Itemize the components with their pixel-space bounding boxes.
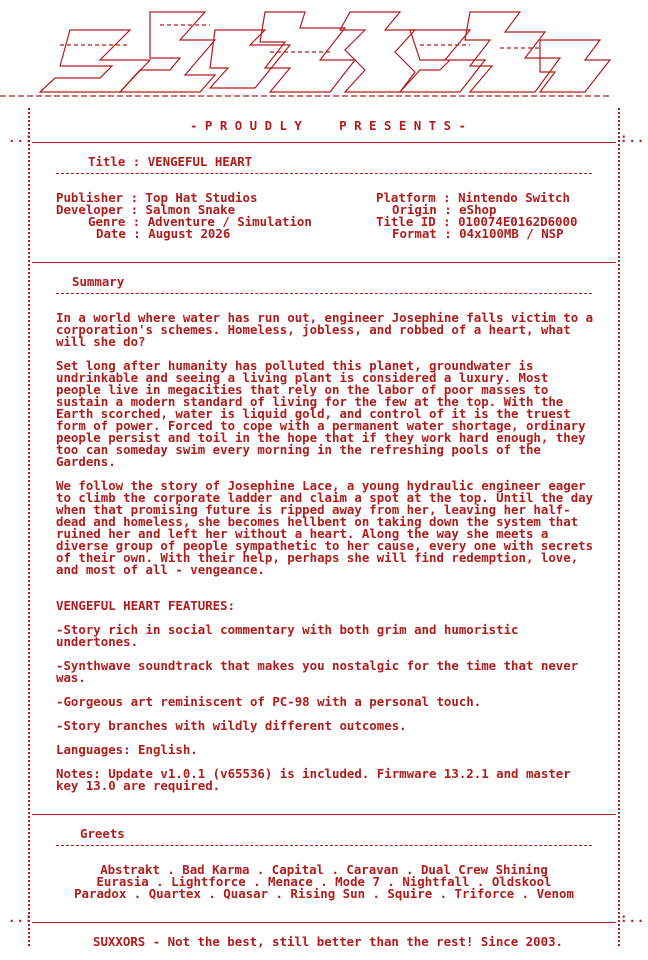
title-row: Title : VENGEFUL HEART: [88, 154, 253, 169]
meta-left-genre: Genre : Adventure / Simulation: [88, 214, 312, 229]
meta-left-developer: Developer : Salmon Snake: [56, 202, 236, 217]
meta-left-publisher: Publisher : Top Hat Studios: [56, 190, 258, 205]
meta-value: Top Hat Studios: [145, 190, 258, 205]
features-heading: VENGEFUL HEART FEATURES:: [56, 598, 236, 613]
title-underline: [56, 173, 592, 174]
divider: [32, 814, 616, 815]
greets-line: Abstrakt . Bad Karma . Capital . Caravan . Dual Crew Shining: [100, 862, 548, 877]
right-corner-dots-bottom: :..: [620, 910, 646, 925]
summary-paragraph-1: In a world where water has run out, engineer Josephine falls victim to a corporation's schemes. Homeless, jobless, and robbed of a heart, what will she do?: [56, 310, 594, 349]
meta-value: August 2026: [148, 226, 231, 241]
feature-item: -Synthwave soundtrack that makes you nostalgic for the time that never was.: [56, 658, 579, 685]
divider: [32, 262, 616, 263]
summary-paragraph-2: Set long after humanity has polluted this planet, groundwater is undrinkable and seeing a living plant is considered a luxury. Most people live in megacities that rely on the labor of poor masses to sustain a modern standard of living for the few at the top. With the Earth scorched, water is liquid gold, and control of it is the truest form of power. Forced to cope with a permanent water shortage, ordinary people persist and toil in the hope that if they work hard enough, they too can someday swim every morning in the refreshing pools of the Gardens.: [56, 358, 586, 469]
greets-line: Paradox . Quartex . Quasar . Rising Sun . Squire . Triforce . Venom: [74, 886, 574, 901]
meta-right-titleid: Title ID : 010074E0162D6000: [376, 214, 578, 229]
meta-value: Salmon Snake: [145, 202, 236, 217]
meta-right-platform: Platform : Nintendo Switch: [376, 190, 570, 205]
meta-label: Origin: [392, 202, 437, 217]
feature-item: -Story rich in social commentary with both grim and humoristic undertones.: [56, 622, 519, 649]
meta-label: Date: [96, 226, 126, 241]
feature-item: -Gorgeous art reminiscent of PC-98 with a personal touch.: [56, 694, 482, 709]
divider: [32, 142, 616, 143]
meta-value: eShop: [459, 202, 497, 217]
right-corner-dots: :..: [620, 130, 646, 145]
title-value: VENGEFUL HEART: [147, 154, 253, 169]
meta-left-date: Date : August 2026: [96, 226, 231, 241]
meta-value: Adventure / Simulation: [147, 214, 312, 229]
meta-value: 010074E0162D6000: [458, 214, 578, 229]
greets-underline: [56, 845, 592, 846]
summary-paragraph-3: We follow the story of Josephine Lace, a young hydraulic engineer eager to climb the corporate ladder and claim a spot at the top. Until the day when that promising future is ripped away from her, leaving her half-dead and homeless, she becomes hellbent on taking down the system that ruined her and left her without a heart. Along the way she meets a diverse group of people sympathetic to her cause, every one with secrets of their own. With their help, perhaps she will find redemption, love, and most of all - vengeance.: [56, 478, 594, 577]
meta-value: Nintendo Switch: [458, 190, 570, 205]
divider: [32, 922, 616, 923]
greets-line: Eurasia . Lightforce . Menace . Mode 7 . Nightfall . Oldskool: [96, 874, 552, 889]
right-border-rail: [618, 108, 620, 946]
summary-heading: Summary: [72, 274, 125, 289]
left-border-rail: [28, 108, 30, 946]
meta-label: Genre: [88, 214, 126, 229]
meta-label: Developer: [56, 202, 124, 217]
notes-line: Notes: Update v1.0.1 (v65536) is included. Firmware 13.2.1 and master key 13.0 are required.: [56, 766, 571, 793]
languages-line: Languages: English.: [56, 742, 198, 757]
feature-item: -Story branches with wildly different outcomes.: [56, 718, 407, 733]
meta-right-format: Format : 04x100MB / NSP: [392, 226, 564, 241]
meta-label: Title ID: [376, 214, 436, 229]
group-logo-ascii-art: [0, 0, 612, 100]
meta-value: 04x100MB / NSP: [459, 226, 564, 241]
summary-underline: [56, 293, 592, 294]
left-corner-dots-bottom: ..:: [8, 910, 34, 925]
title-label: Title: [88, 154, 126, 169]
meta-label: Publisher: [56, 190, 124, 205]
presents-banner: - P R O U D L Y P R E S E N T S -: [189, 118, 466, 133]
meta-label: Format: [392, 226, 437, 241]
footer-tagline: SUXXORS - Not the best, still better than the rest! Since 2003.: [93, 934, 563, 949]
left-corner-dots: ..:: [8, 130, 34, 145]
meta-label: Platform: [376, 190, 436, 205]
meta-right-origin: Origin : eShop: [392, 202, 497, 217]
greets-heading: Greets: [80, 826, 125, 841]
